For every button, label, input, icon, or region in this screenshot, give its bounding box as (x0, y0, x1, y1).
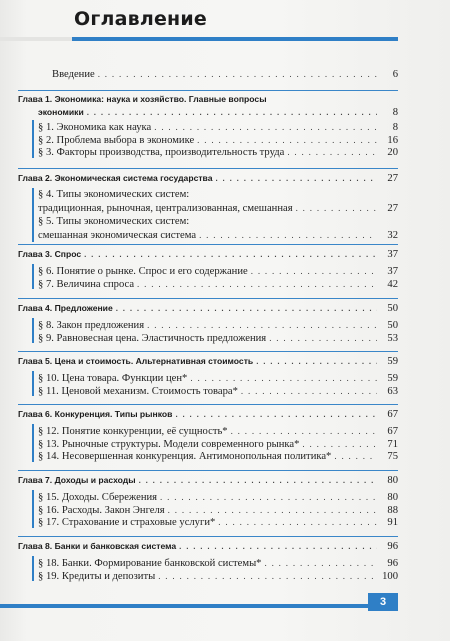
toc-section (38, 202, 398, 215)
toc-section-page: 59 (387, 373, 398, 384)
dot-leader (241, 385, 377, 398)
toc-section-label: § 15. Доходы. Сбережения (38, 492, 158, 503)
toc-section-label: § 3. Факторы производства, производительность труда (38, 147, 285, 159)
toc-section-page: 16 (387, 134, 398, 146)
footer-rule (0, 604, 398, 608)
toc-section-label: § 6. Понятие о рынке. Спрос и его содержание (38, 266, 248, 277)
toc-section (38, 570, 398, 583)
toc-section-page: 32 (387, 229, 398, 241)
toc-section (38, 134, 398, 147)
chapter-heading-page: 59 (387, 356, 398, 367)
toc-section-page: 75 (387, 451, 398, 463)
dot-leader (287, 146, 377, 159)
chapter-separator (18, 470, 398, 471)
toc-section (38, 425, 398, 438)
dot-leader (296, 202, 377, 215)
dot-leader (139, 474, 377, 487)
toc-section-page: 8 (392, 122, 398, 133)
chapter-heading-page: 8 (392, 107, 398, 118)
toc-section (38, 146, 398, 159)
toc-section-page: 27 (387, 202, 398, 214)
section-accent-bar (32, 556, 34, 581)
chapter-separator (18, 404, 398, 405)
chapter-heading-label: Глава 8. Банки и банковская система (18, 541, 177, 551)
toc-section (38, 265, 398, 278)
dot-leader (168, 504, 377, 517)
toc-section (38, 332, 398, 345)
toc-section-label: § 11. Ценовой механизм. Стоимость товара* (38, 385, 238, 397)
section-accent-bar (32, 371, 34, 396)
toc-section-label: смешанная экономическая система (38, 229, 197, 241)
toc-intro-label: Введение (52, 69, 95, 80)
toc-section-page: 63 (387, 385, 398, 397)
toc-section-label: § 14. Несовершенная конкуренция. Антимонопольная политика* (38, 451, 332, 463)
section-line: § 4. Типы экономических систем: (38, 189, 190, 200)
toc-section (38, 491, 398, 504)
toc-section-label: § 8. Закон предложения (38, 320, 145, 331)
dot-leader (87, 106, 377, 119)
section-accent-bar (32, 264, 34, 289)
dot-leader (147, 319, 377, 332)
toc-section-page: 67 (387, 426, 398, 437)
chapter-heading-page: 27 (387, 173, 398, 184)
chapter-heading-page: 37 (387, 249, 398, 260)
dot-leader (84, 248, 377, 261)
toc-section-page: 53 (387, 332, 398, 344)
chapter-heading (18, 172, 398, 185)
dot-leader (98, 68, 377, 81)
section-accent-bar (32, 424, 34, 462)
chapter-heading (18, 474, 398, 487)
chapter-heading (38, 106, 398, 119)
section-line: § 5. Типы экономических систем: (38, 216, 190, 228)
dot-leader (179, 540, 377, 553)
chapter-heading-page: 80 (387, 475, 398, 486)
section-accent-bar (32, 318, 34, 343)
toc-section (38, 504, 398, 517)
chapter-heading-page: 67 (387, 409, 398, 420)
toc-section-page: 100 (382, 570, 398, 582)
dot-leader (216, 172, 377, 185)
chapter-separator (18, 536, 398, 537)
toc-section-label: § 18. Банки. Формирование банковской системы* (38, 558, 262, 569)
toc-section-label: § 9. Равновесная цена. Эластичность предложения (38, 332, 267, 344)
chapter-separator (18, 351, 398, 352)
dot-leader (302, 438, 377, 451)
toc-section (38, 372, 398, 385)
chapter-heading-page: 96 (387, 541, 398, 552)
toc-intro (52, 68, 398, 81)
toc-section (38, 557, 398, 570)
toc-section (38, 438, 398, 451)
chapter-separator (18, 90, 398, 91)
toc-section-label: традиционная, рыночная, централизованная, смешанная (38, 202, 293, 214)
dot-leader (116, 302, 377, 315)
toc-section-label: § 17. Страхование и страховые услуги* (38, 517, 216, 529)
toc-section (38, 229, 398, 242)
toc-section-page: 50 (387, 320, 398, 331)
toc-section-label: § 19. Кредиты и депозиты (38, 570, 156, 582)
dot-leader (251, 265, 377, 278)
dot-leader (199, 229, 377, 242)
toc-section-label: § 2. Проблема выбора в экономике (38, 134, 195, 146)
section-accent-bar (32, 490, 34, 528)
chapter-heading (18, 248, 398, 261)
chapter-heading-label: Глава 7. Доходы и расходы (18, 475, 136, 485)
dot-leader (158, 570, 377, 583)
toc-section-page: 37 (387, 266, 398, 277)
dot-leader (334, 450, 377, 463)
toc-section-page: 42 (387, 278, 398, 290)
page-number: 3 (368, 593, 398, 611)
dot-leader (231, 425, 377, 438)
toc-section (38, 516, 398, 529)
toc-section-label: § 1. Экономика как наука (38, 122, 152, 133)
dot-leader (218, 516, 377, 529)
chapter-heading-label: Глава 6. Конкуренция. Типы рынков (18, 409, 173, 419)
toc-section-page: 80 (387, 492, 398, 503)
chapter-separator (18, 168, 398, 169)
chapter-separator (18, 244, 398, 245)
toc-section (38, 278, 398, 291)
dot-leader (264, 557, 377, 570)
dot-leader (154, 121, 377, 134)
section-accent-bar (32, 120, 34, 158)
toc-section-page: 91 (387, 517, 398, 529)
chapter-heading-label: Глава 2. Экономическая система государства (18, 173, 213, 183)
toc-section (38, 121, 398, 134)
toc-intro-page: 6 (392, 69, 398, 80)
toc-section-label: § 13. Рыночные структуры. Модели современного рынка* (38, 438, 300, 450)
dot-leader (256, 355, 377, 368)
chapter-heading (18, 540, 398, 553)
toc-section-page: 96 (387, 558, 398, 569)
chapter-heading-label: Глава 3. Спрос (18, 249, 82, 259)
chapter-title-line: Глава 1. Экономика: наука и хозяйство. Главные вопросы (18, 94, 267, 104)
toc-section (38, 385, 398, 398)
toc-section-page: 71 (387, 438, 398, 450)
dot-leader (175, 408, 377, 421)
chapter-heading-label: экономики (38, 107, 84, 117)
page-title: Оглавление (74, 8, 207, 30)
section-accent-bar (32, 188, 34, 242)
chapter-heading-label: Глава 4. Предложение (18, 303, 113, 313)
dot-leader (197, 134, 377, 147)
toc-section-page: 88 (387, 504, 398, 516)
toc-section-label: § 10. Цена товара. Функции цен* (38, 373, 188, 384)
toc-section-page: 20 (387, 147, 398, 159)
chapter-heading-label: Глава 5. Цена и стоимость. Альтернативная стоимость (18, 356, 254, 366)
chapter-separator (18, 298, 398, 299)
chapter-heading (18, 302, 398, 315)
toc-section-label: § 7. Величина спроса (38, 278, 135, 290)
toc-section (38, 450, 398, 463)
dot-leader (160, 491, 377, 504)
chapter-heading-page: 50 (387, 303, 398, 314)
chapter-heading (18, 408, 398, 421)
dot-leader (269, 332, 377, 345)
dot-leader (190, 372, 377, 385)
chapter-heading (18, 355, 398, 368)
toc-section (38, 319, 398, 332)
toc-section-label: § 16. Расходы. Закон Энгеля (38, 504, 165, 516)
toc-section-label: § 12. Понятие конкуренции, её сущность* (38, 426, 228, 437)
dot-leader (137, 278, 377, 291)
